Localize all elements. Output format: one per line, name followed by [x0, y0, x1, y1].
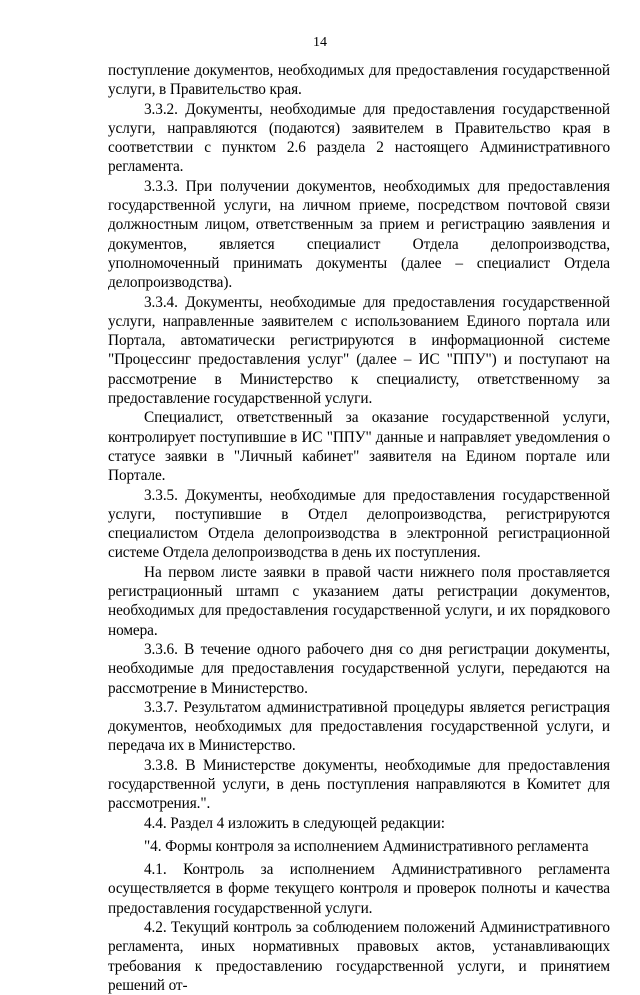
paragraph-4-2: 4.2. Текущий контроль за соблюдением положений Административного регламента, иных нормативных правовых актов, устанавливающих требования к предоставлению государственной услуги, и принятием решений от- — [108, 919, 610, 994]
document-body — [108, 61, 610, 995]
paragraph-3-3-8: 3.3.8. В Министерстве документы, необходимые для предоставления государственной услуги, в день поступления направляются в Комитет для рассмотрения.". — [108, 756, 610, 813]
paragraph-3-3-3: 3.3.3. При получении документов, необходимых для предоставления государственной услуги, на личном приеме, посредством почтовой связи должностным лицом, ответственным за прием и регистрацию заявления и документов, является специалист Отдела делопроизводства, уполномоченный принимать документы (далее – специалист Отдела делопроизводства). — [108, 177, 610, 292]
paragraph-4-1: 4.1. Контроль за исполнением Административного регламента осуществляется в форме текущего контроля и проверок полноты и качества предоставления государственной услуги. — [108, 861, 610, 917]
paragraph-3-3-2: 3.3.2. Документы, необходимые для предоставления государственной услуги, направляются (подаются) заявителем в Правительство края в соответствии с пунктом 2.6 раздела 2 настоящего Административного регламента. — [108, 100, 610, 176]
paragraph-registration-stamp: На первом листе заявки в правой части нижнего поля проставляется регистрационный штамп с указанием даты регистрации документов, необходимых для предоставления государственной услуги, и их порядкового номера. — [108, 563, 610, 639]
paragraph-4-4: 4.4. Раздел 4 изложить в следующей редакции: — [144, 814, 445, 832]
section-4-heading: "4. Формы контроля за исполнением Административного регламента — [144, 837, 589, 855]
page-number: 14 — [313, 35, 327, 50]
paragraph-3-3-7: 3.3.7. Результатом административной процедуры является регистрация документов, необходимых для предоставления государственной услуги, и передача их в Министерство. — [108, 698, 610, 755]
paragraph-specialist-control: Специалист, ответственный за оказание государственной услуги, контролирует поступившие в ИС "ППУ" данные и направляет уведомления о статусе заявки в "Личный кабинет" заявителя на Едином портале или Портале. — [108, 409, 610, 485]
paragraph-3-3-5: 3.3.5. Документы, необходимые для предоставления государственной услуги, поступившие в Отдел делопроизводства, регистрируются специалистом Отдела делопроизводства в электронной регистрационной системе Отдела делопроизводства в день их поступления. — [108, 486, 610, 562]
paragraph-continuation: поступление документов, необходимых для предоставления государственной услуги, в Правительство края. — [108, 62, 610, 99]
paragraph-3-3-4: 3.3.4. Документы, необходимые для предоставления государственной услуги, направленные заявителем с использованием Единого портала или Портала, автоматически регистрируются в информационной системе "Процессинг предоставления услуг" (далее – ИС "ППУ") и поступают на рассмотрение в Министерство к специалисту, ответственному за предоставление государственной услуги. — [108, 293, 610, 408]
paragraph-3-3-6: 3.3.6. В течение одного рабочего дня со дня регистрации документы, необходимые для предоставления государственной услуги, передаются на рассмотрение в Министерство. — [108, 640, 610, 697]
